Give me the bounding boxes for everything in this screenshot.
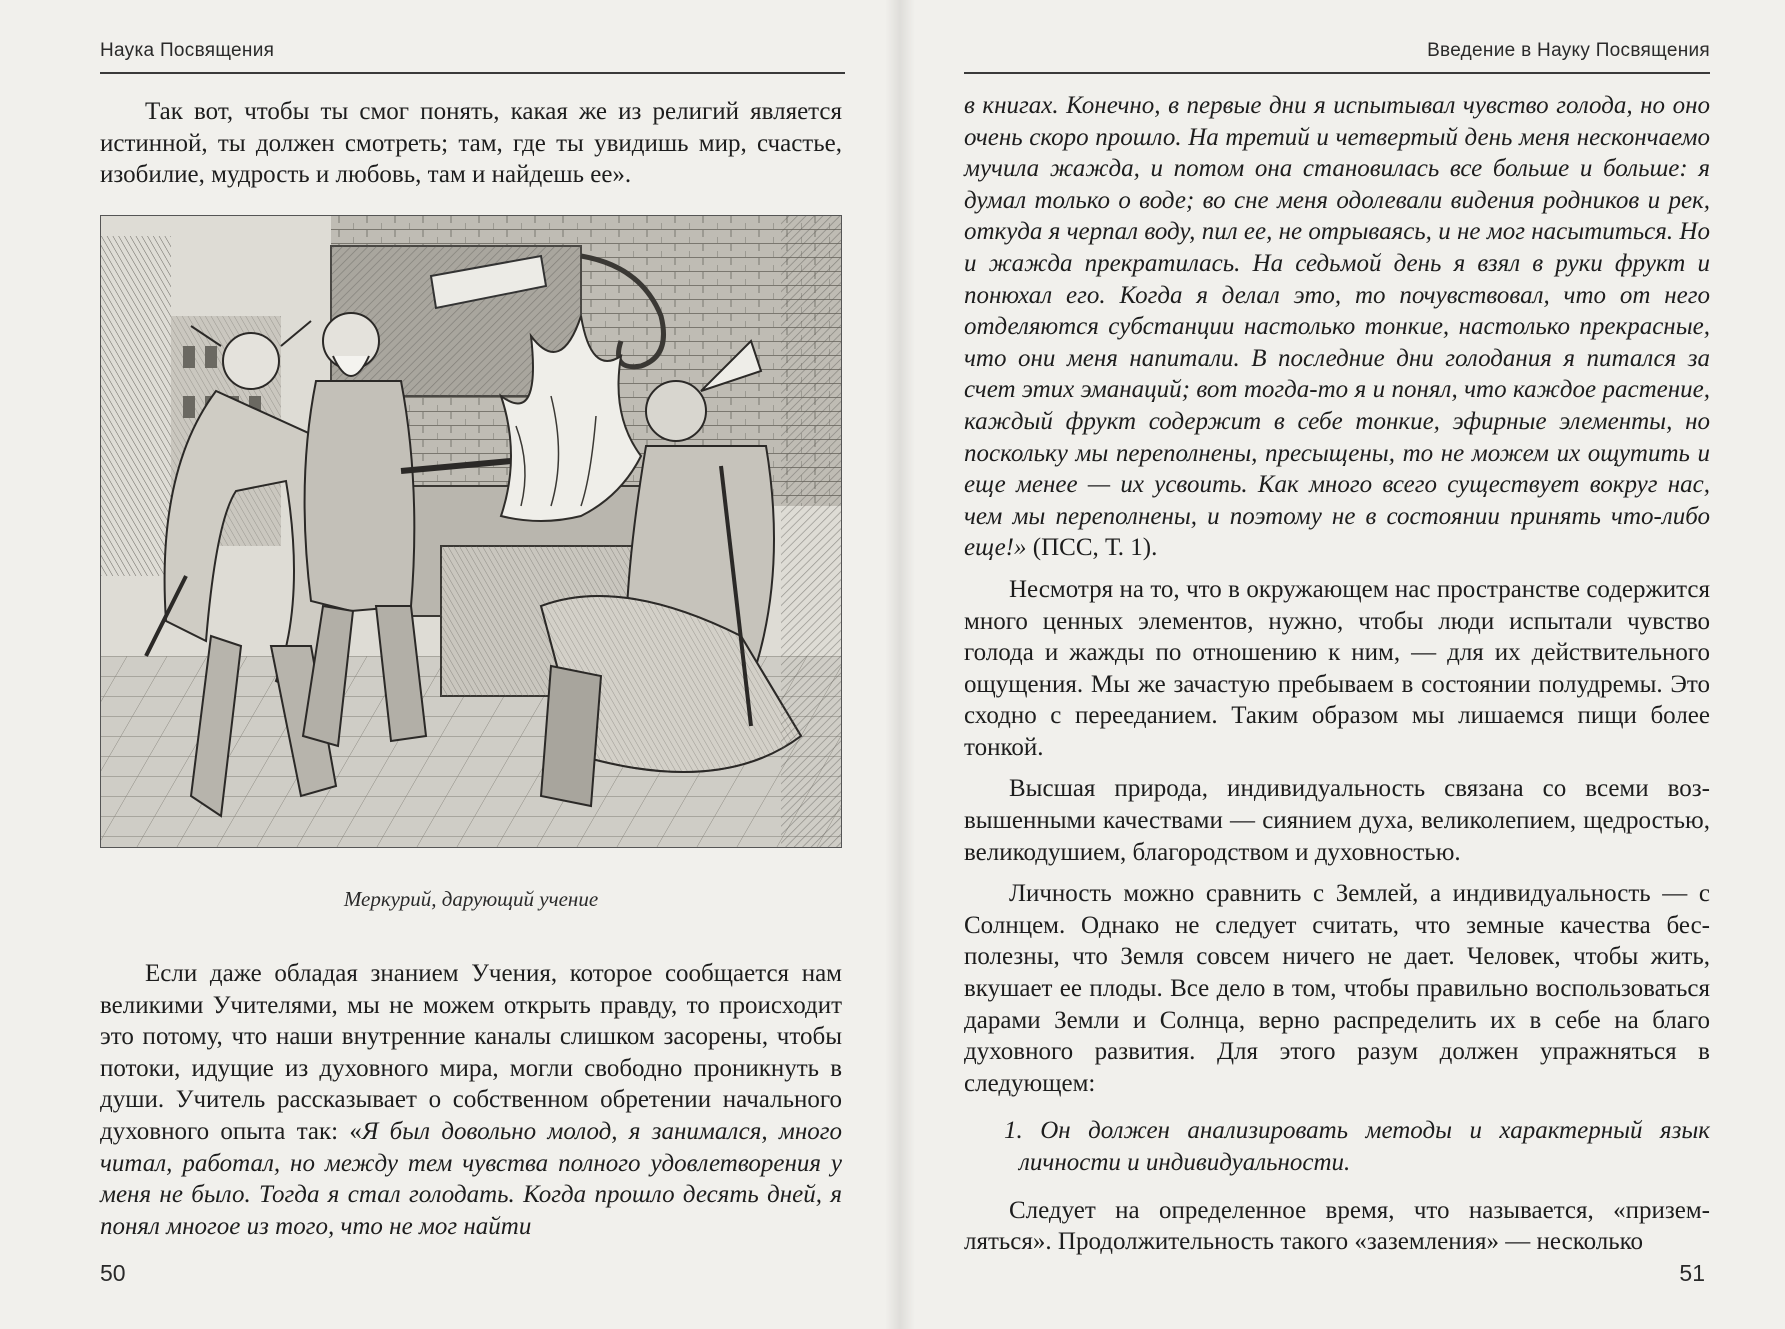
left-top-text [100,96,842,191]
quote-continuation-italic: в книгах. Конечно, в первые дни я испытывал чувство голода, но оно очень скоро прошло. На третий и четвертый день меня нескончаемо мучила жажда, и потом она становилась все больше и больше: я думал только о воде; во сне меня одолевали видения родников и рек, откуда я черпал воду, пил ее, не отрываясь, и не мог насытиться. Но и жажда прекратилась. На седьмой день я взял в руки фрукт и понюхал его. Когда я делал это, то почувствовал, что от него отделяются субстанции настолько тонкие, настолько прекрасные, что они меня напитали. В последние дни голодания я питался за счет этих эманаций; вот тогда-то я и понял, что каждое растение, каждый фрукт содержит в себе тонкие, эфирные элементы, но поскольку мы переполнены, пресыщены, то не можем их ощутить и еще менее — их усвоить. Как много всего существует вокруг нас, чем мы переполнены, и поэтому не в состоянии принять что-либо еще!» [964,92,1710,562]
paragraph: Личность можно сравнить с Землей, а индивидуальность — с Солнцем. Однако не следует считать, что земные качества бесполезны, что Земля совсем ничего не дает. Человек, чтобы жить, вкушает ее плоды. Все дело в том, чтобы правильно воспользоваться дарами Земли и Солнца, верно распределить их в себе на благо духовного развития. Для этого разум должен упражняться в следующем: [964,880,1710,1097]
paragraph: Так вот, чтобы ты смог понять, какая же из религий является истинной, ты должен смотреть; там, где ты увидишь мир, счастье, изобилие, мудрость и любовь, там и найдешь ее». [100,98,842,189]
quote-source: (ПСС, Т. 1). [1026,534,1158,562]
left-page [0,0,892,1329]
paragraph-plain-text: Если даже обладая знанием Учения, которое сообщается нам великими Учителями, мы не можем открыть правду, то происходит это потому, что наши внутренние каналы слишком засорены, чтобы потоки, идущие из духовного мира, могли свободно проникнуть в души. Учитель рассказывает о собственном обретении начального духовного опыта так: « [100,960,842,1145]
header-rule-left [100,72,845,74]
engraving-illustration [100,215,842,848]
page-number-left: 50 [100,1260,126,1286]
quote-italic-text: Я был довольно молод, я занимался, много читал, работал, но между тем чувства полного удовлетворения у меня не было. Тогда я стал голодать. Когда прошло десять дней, я понял многое из того, что не мог найти [100,1117,842,1240]
page-number-right: 51 [1679,1260,1705,1286]
paragraph: Следует на определенное время, что называется, «приземляться». Продолжительность такого «заземления» — несколько [964,1196,1710,1256]
paragraph [964,90,1710,564]
paragraph: Несмотря на то, что в окружающем нас пространстве содержится много ценных элементов, нужно, чтобы люди испытали чувство голода и жажды по отношению к ним, — для их действительного ощущения. Мы же зачастую пребываем в состоянии полудремы. Это сходно с перееданием. Таким образом мы лишаемся пищи более тонкой. [964,575,1710,761]
paragraph [100,958,842,1242]
right-page [892,0,1785,1329]
running-head-left: Наука Посвящения [100,40,275,61]
right-main-text [964,90,1710,1258]
running-head-right: Введение в Науку Посвящения [1427,40,1710,61]
numbered-list [964,1115,1710,1178]
figure-caption: Меркурий, дарующий учение [343,887,599,911]
left-bottom-text [100,958,842,1242]
list-item: 1. Он должен анализировать методы и характерный язык личности и индивидуальности. [1004,1117,1710,1176]
header-rule-right [964,72,1710,74]
paragraph: Высшая природа, индивидуальность связана со всеми возвышенными качествами — сиянием духа, великолепием, щедростью, великодушием, благородством и духовностью. [964,775,1710,866]
